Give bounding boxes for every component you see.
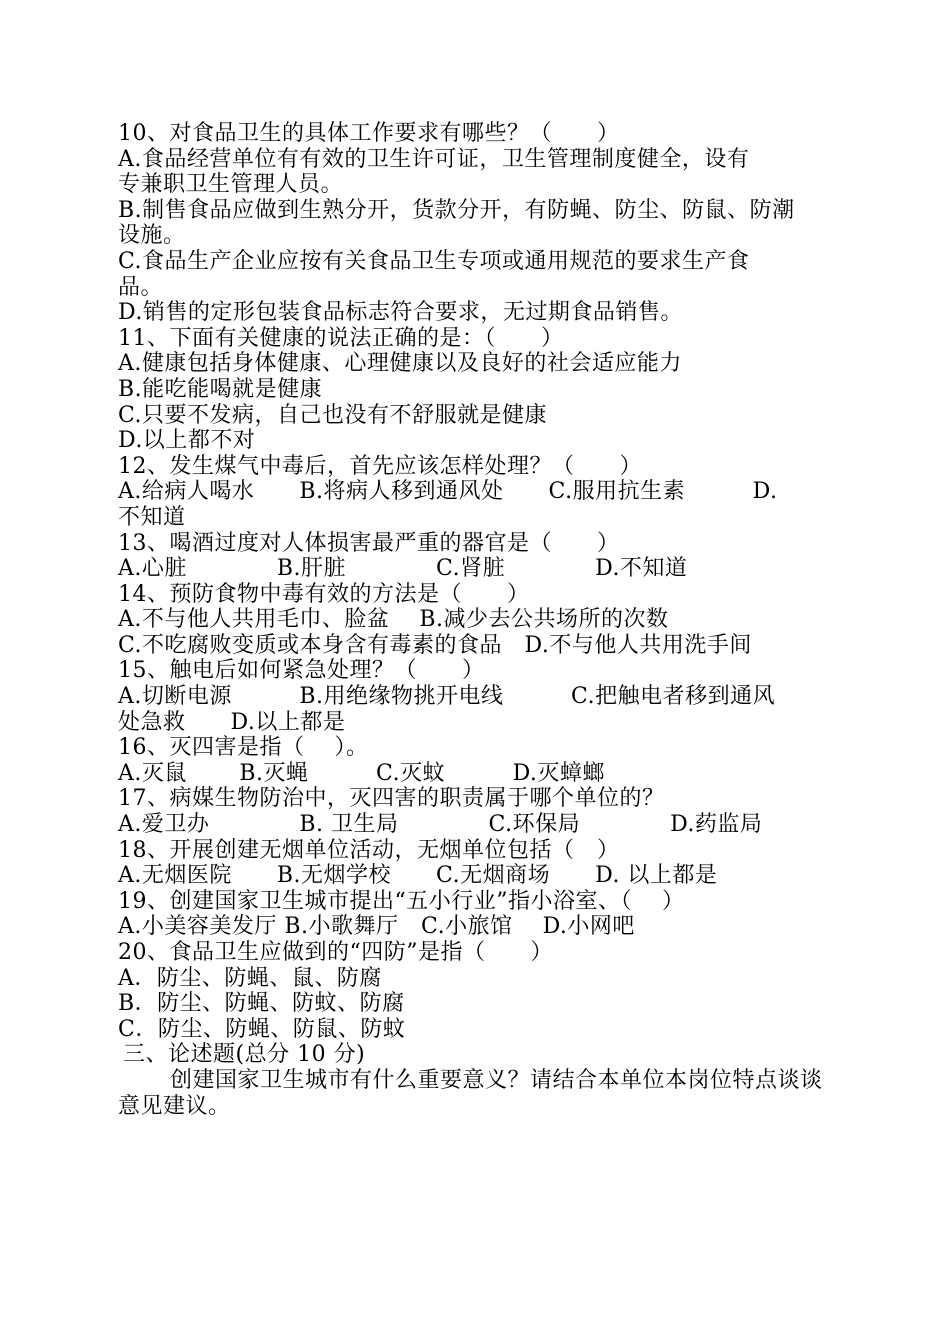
question-14	[118, 582, 838, 659]
question-title: 16、灭四害是指（ ）。	[118, 735, 369, 761]
option-line: A.灭鼠 B.灭蝇 C.灭蚊 D.灭蟑螂	[118, 760, 605, 786]
option-line: C.不吃腐败变质或本身含有毒素的食品 D.不与他人共用洗手间	[118, 632, 752, 658]
option-line: 处急救 D.以上都是	[118, 709, 346, 735]
question-11	[118, 326, 838, 454]
question-title: 12、发生煤气中毒后，首先应该怎样处理？（ ）	[118, 453, 642, 479]
option-line: C.只要不发病，自己也没有不舒服就是健康	[118, 402, 548, 428]
option-line: A.心脏 B.肝脏 C.肾脏 D.不知道	[118, 556, 688, 582]
question-19	[118, 889, 838, 940]
question-title: 17、病媒生物防治中，灭四害的职责属于哪个单位的？	[118, 786, 665, 812]
option-line: A.小美容美发厅 B.小歌舞厅 C.小旅馆 D.小网吧	[118, 914, 635, 940]
document-content	[118, 121, 838, 1119]
question-title: 15、触电后如何紧急处理？（ ）	[118, 658, 485, 684]
option-line: B.能吃能喝就是健康	[118, 376, 323, 402]
question-13	[118, 531, 838, 582]
option-line: B.制售食品应做到生熟分开，货款分开，有防蝇、防尘、防鼠、防潮	[118, 197, 795, 223]
section-heading: 三、论述题(总分 10 分)	[123, 1042, 366, 1068]
option-line: A.切断电源 B.用绝缘物挑开电线 C.把触电者移到通风	[118, 684, 776, 710]
option-line: A.无烟医院 B.无烟学校 C.无烟商场 D. 以上都是	[118, 863, 718, 889]
option-line: 不知道	[118, 504, 186, 530]
question-20	[118, 940, 838, 1042]
section-essay	[118, 1042, 838, 1119]
question-title: 18、开展创建无烟单位活动，无烟单位包括（ ）	[118, 837, 620, 863]
question-title: 14、预防食物中毒有效的方法是（ ）	[118, 581, 530, 607]
option-line: D.销售的定形包装食品标志符合要求，无过期食品销售。	[118, 300, 683, 326]
option-line: A.爱卫办 B. 卫生局 C.环保局 D.药监局	[118, 812, 763, 838]
question-10	[118, 121, 838, 326]
question-12	[118, 454, 838, 531]
essay-prompt: 创建国家卫生城市有什么重要意义？请结合本单位本岗位特点谈谈意见建议。	[118, 1067, 823, 1119]
question-16	[118, 735, 838, 786]
option-line: C．防尘、防蝇、防鼠、防蚊	[118, 1016, 406, 1042]
option-line: A.健康包括身体健康、心理健康以及良好的社会适应能力	[118, 351, 682, 377]
question-title: 13、喝酒过度对人体损害最严重的器官是（ ）	[118, 530, 620, 556]
option-line: D.以上都不对	[118, 428, 256, 454]
option-line: A.给病人喝水 B.将病人移到通风处 C.服用抗生素 D.	[118, 479, 778, 505]
question-17	[118, 786, 838, 837]
question-15	[118, 658, 838, 735]
option-line: B．防尘、防蝇、防蚊、防腐	[118, 991, 405, 1017]
question-title: 19、创建国家卫生城市提出“五小行业”指小浴室、（ ）	[118, 888, 685, 914]
question-title: 11、下面有关健康的说法正确的是：（ ）	[118, 325, 564, 351]
option-line: 品。	[118, 274, 164, 300]
question-18	[118, 838, 838, 889]
option-line: 专兼职卫生管理人员。	[118, 172, 344, 198]
option-line: 设施。	[118, 223, 186, 249]
question-title: 20、食品卫生应做到的“四防”是指（ ）	[118, 940, 553, 965]
option-line: C.食品生产企业应按有关食品卫生专项或通用规范的要求生产食	[118, 248, 750, 274]
option-line: A.不与他人共用毛巾、脸盆 B.减少去公共场所的次数	[118, 607, 669, 633]
option-line: A.食品经营单位有有效的卫生许可证，卫生管理制度健全，设有	[118, 146, 750, 172]
option-line: A．防尘、防蝇、鼠、防腐	[118, 965, 382, 991]
question-title: 10、对食品卫生的具体工作要求有哪些？（ ）	[118, 121, 620, 146]
